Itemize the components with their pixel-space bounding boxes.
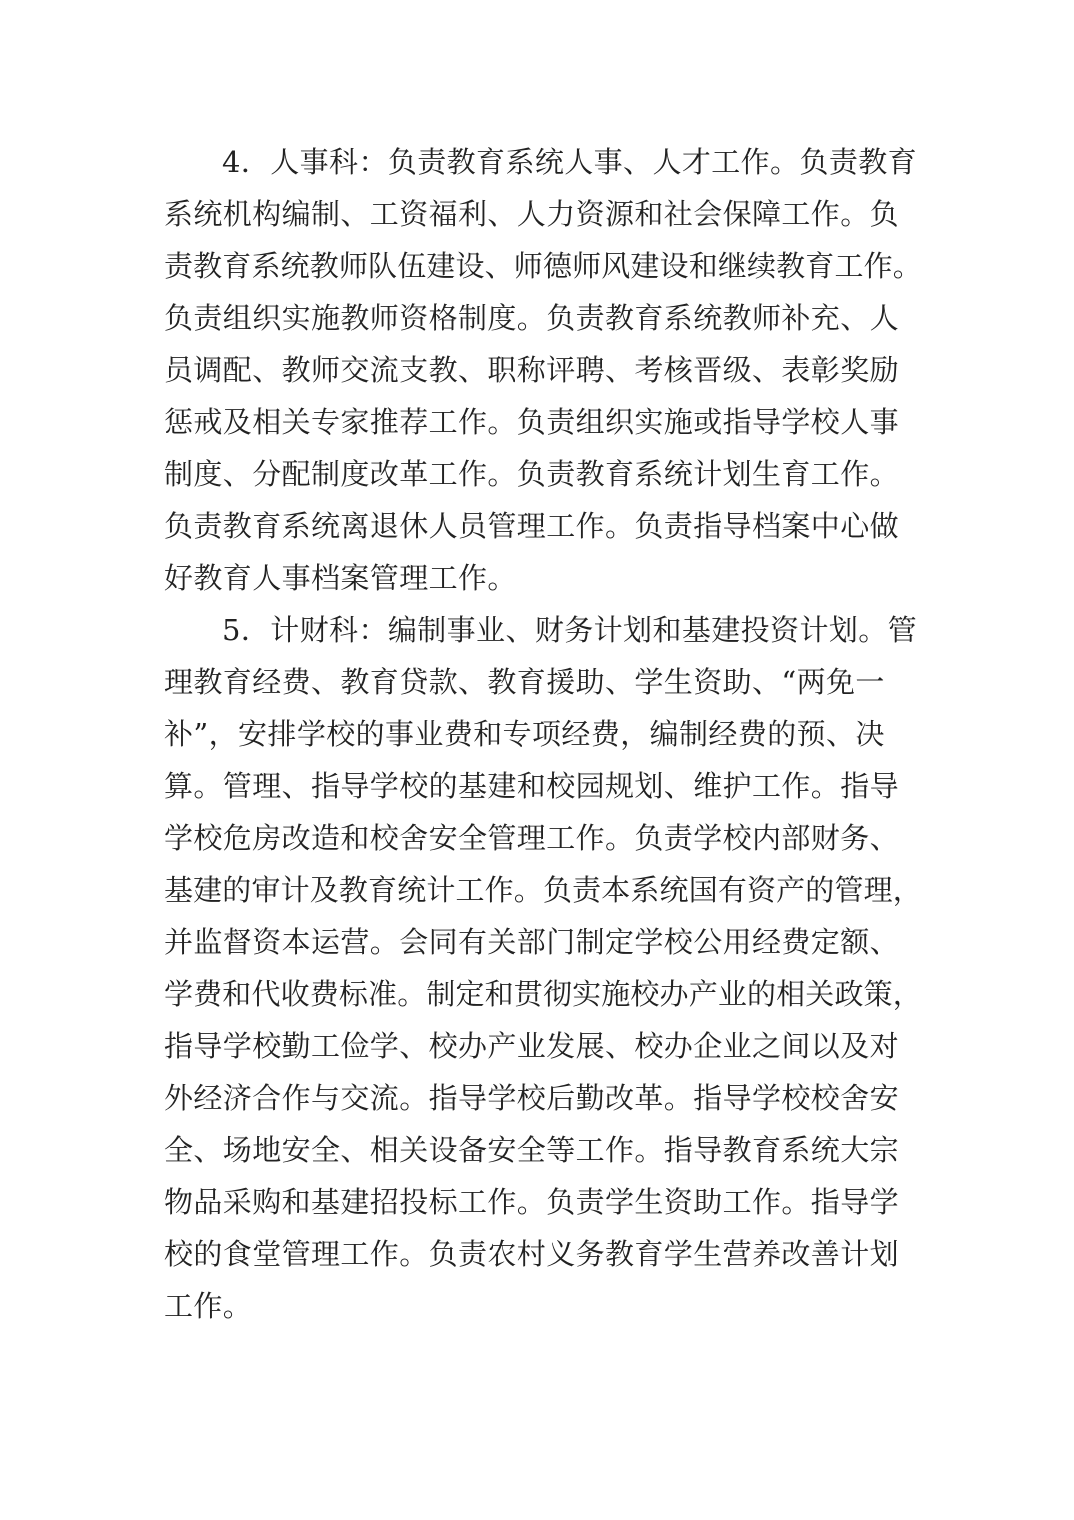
paragraph-line: 系统机构编制、工资福利、人力资源和社会保障工作。负 [164, 197, 900, 231]
paragraph-line: 4．人事科：负责教育系统人事、人才工作。负责教育 [222, 145, 918, 179]
paragraph-line: 算。管理、指导学校的基建和校园规划、维护工作。指导 [164, 769, 900, 803]
paragraph-line: 负责组织实施教师资格制度。负责教育系统教师补充、人 [164, 301, 900, 335]
paragraph-line: 惩戒及相关专家推荐工作。负责组织实施或指导学校人事 [164, 405, 900, 439]
paragraph-line: 5．计财科：编制事业、财务计划和基建投资计划。管 [222, 613, 918, 647]
paragraph-personnel [164, 136, 924, 604]
paragraph-line: 学校危房改造和校舍安全管理工作。负责学校内部财务、 [164, 821, 900, 855]
paragraph-line: 负责教育系统离退休人员管理工作。负责指导档案中心做 [164, 509, 900, 543]
paragraph-line: 基建的审计及教育统计工作。负责本系统国有资产的管理， [164, 873, 922, 907]
paragraph-line: 工作。 [164, 1289, 253, 1323]
paragraph-line: 并监督资本运营。会同有关部门制定学校公用经费定额、 [164, 925, 900, 959]
paragraph-line: 好教育人事档案管理工作。 [164, 561, 517, 595]
paragraph-line: 物品采购和基建招投标工作。负责学生资助工作。指导学 [164, 1185, 900, 1219]
paragraph-line: 校的食堂管理工作。负责农村义务教育学生营养改善计划 [164, 1237, 900, 1271]
document-body [164, 136, 924, 1332]
paragraph-line: 指导学校勤工俭学、校办产业发展、校办企业之间以及对 [164, 1029, 900, 1063]
paragraph-line: 全、场地安全、相关设备安全等工作。指导教育系统大宗 [164, 1133, 900, 1167]
paragraph-line: 外经济合作与交流。指导学校后勤改革。指导学校校舍安 [164, 1081, 900, 1115]
paragraph-line: 制度、分配制度改革工作。负责教育系统计划生育工作。 [164, 457, 900, 491]
paragraph-line: 责教育系统教师队伍建设、师德师风建设和继续教育工作。 [164, 249, 922, 283]
paragraph-line: 理教育经费、教育贷款、教育援助、学生资助、“两免一 [164, 665, 885, 699]
paragraph-finance [164, 604, 924, 1332]
paragraph-line: 员调配、教师交流支教、职称评聘、考核晋级、表彰奖励 [164, 353, 900, 387]
paragraph-line: 补”，安排学校的事业费和专项经费，编制经费的预、决 [164, 717, 885, 751]
paragraph-line: 学费和代收费标准。制定和贯彻实施校办产业的相关政策， [164, 977, 922, 1011]
